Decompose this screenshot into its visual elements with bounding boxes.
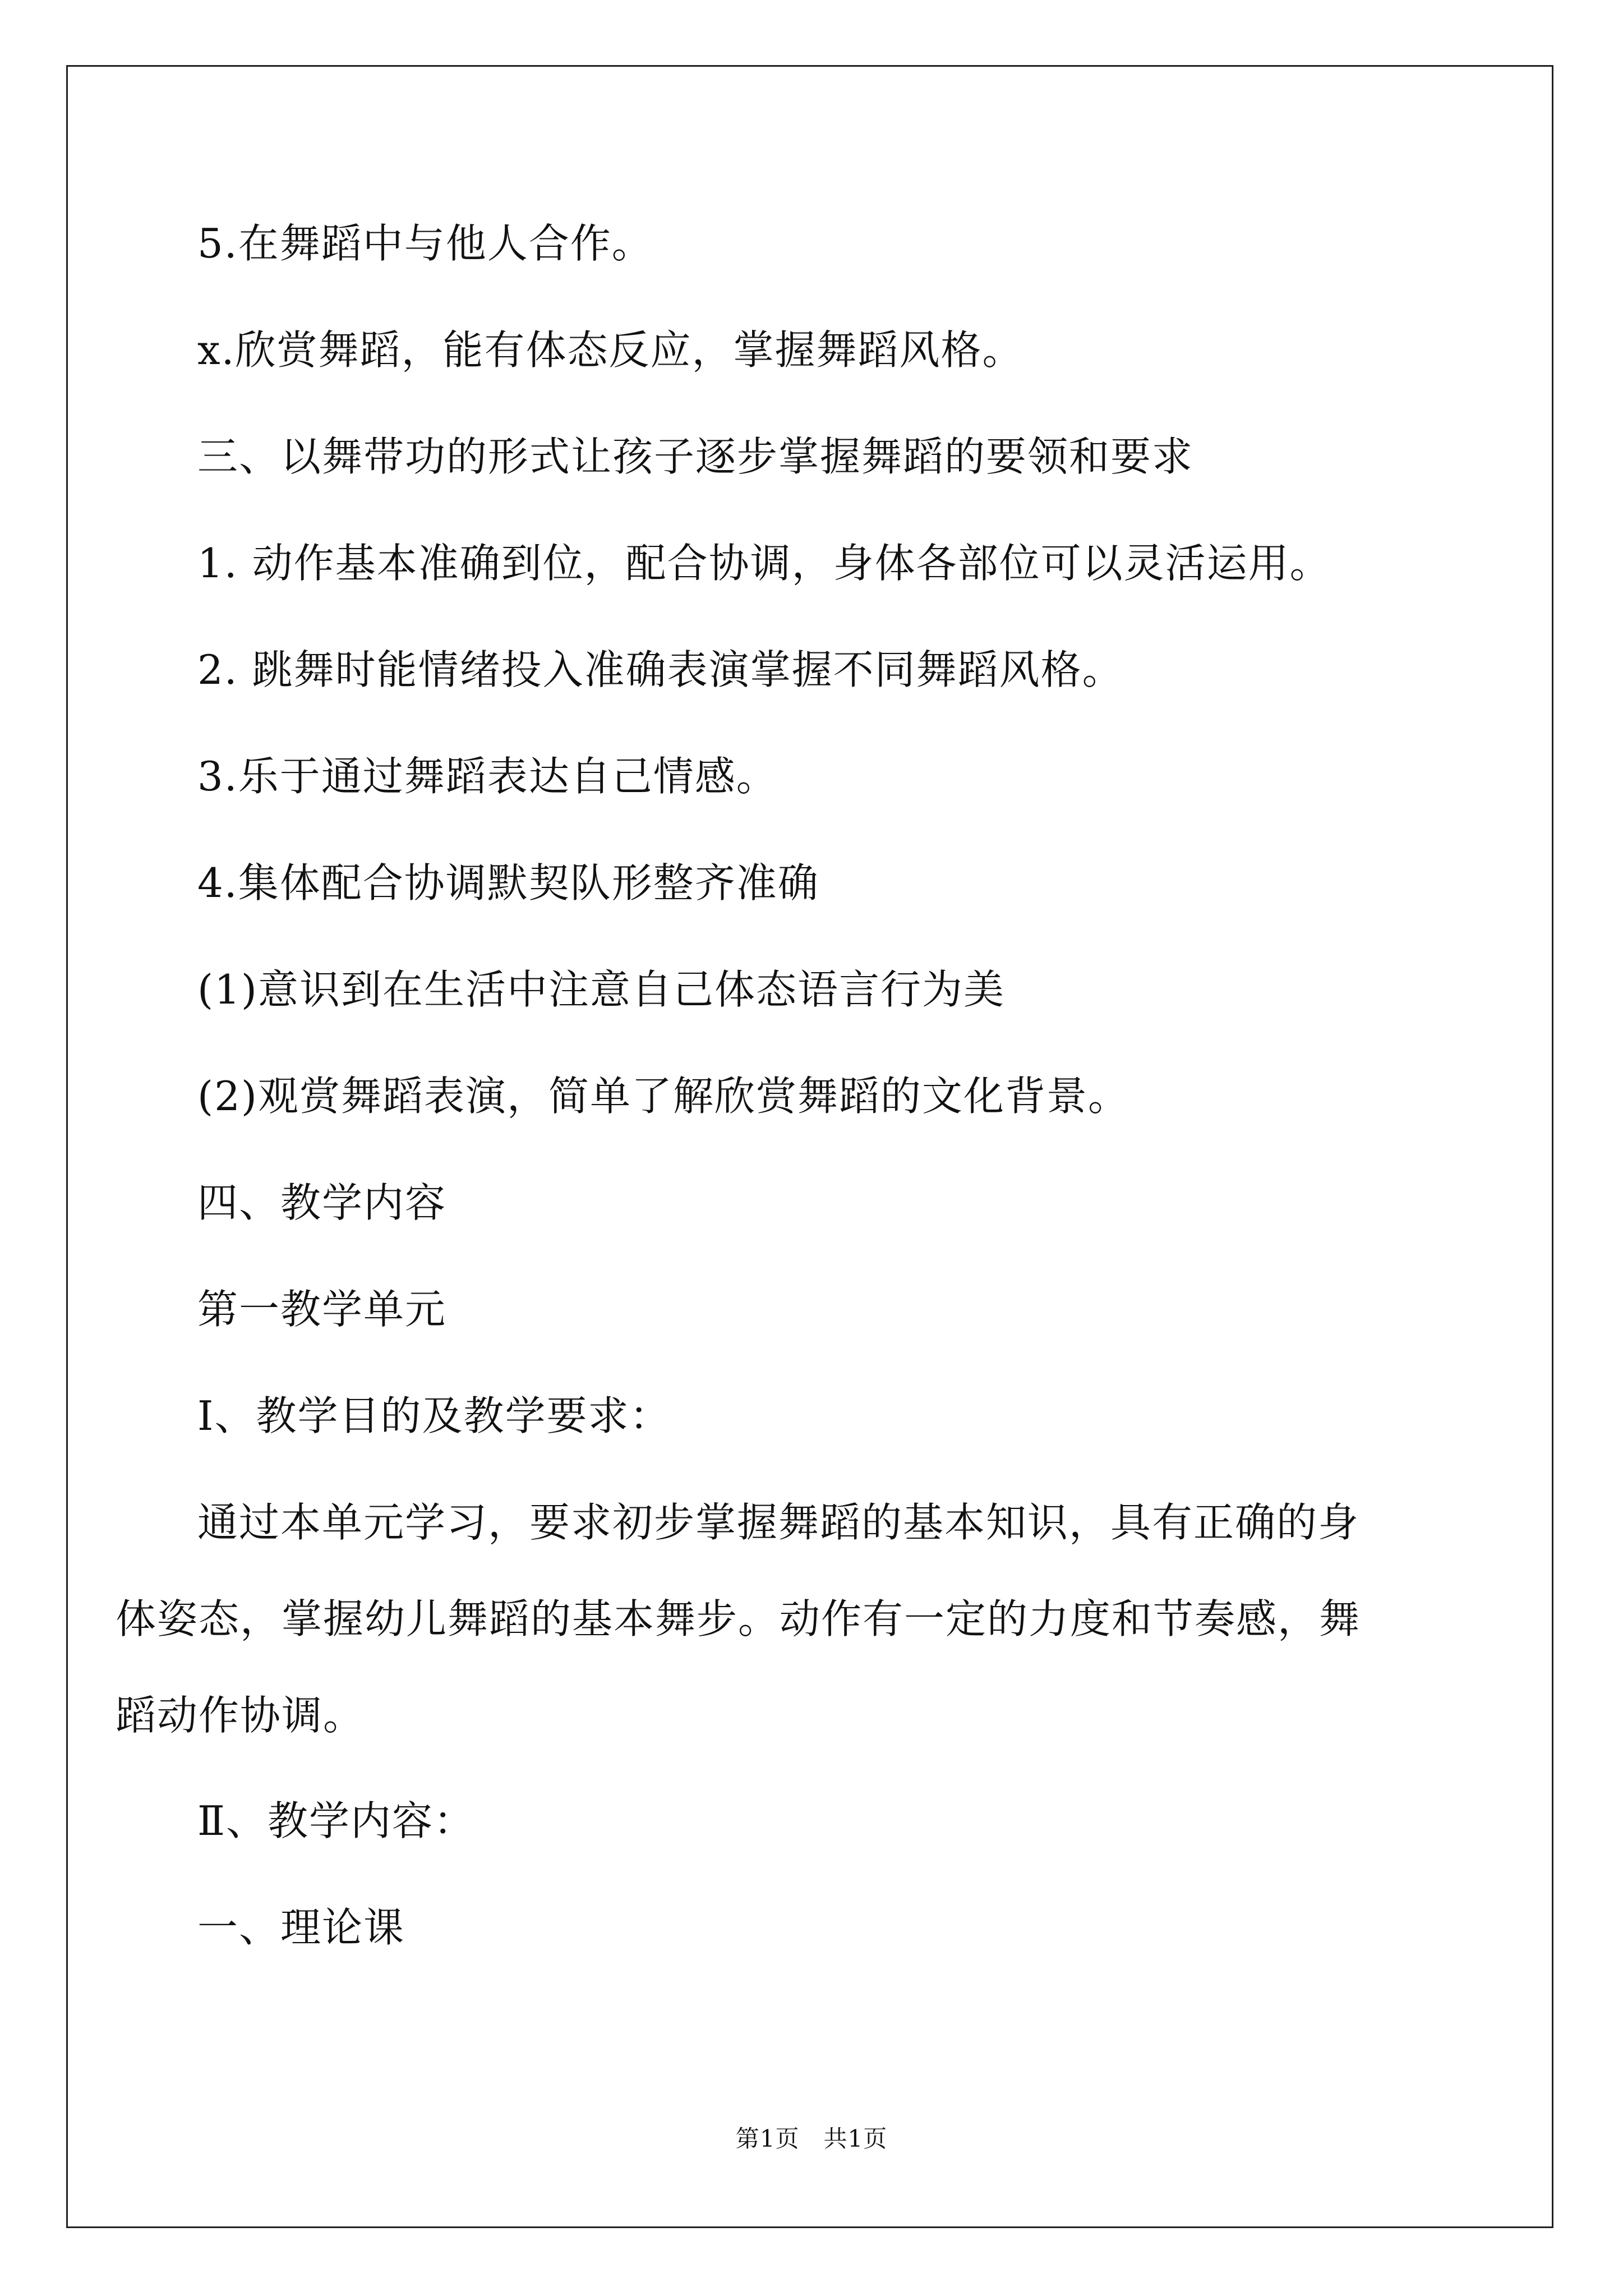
paragraph: 通过本单元学习，要求初步掌握舞蹈的基本知识，具有正确的身体姿态，掌握幼儿舞蹈的基本舞步。动作有一定的力度和节奏感，舞蹈动作协调。	[116, 1499, 1361, 1739]
subsection-heading: 一、理论课	[197, 1904, 405, 1951]
page-footer: 第1页 共1页	[735, 2125, 888, 2152]
paragraph: 三、以舞带功的形式让孩子逐步掌握舞蹈的要领和要求	[197, 433, 1194, 480]
paragraph: 5.在舞蹈中与他人合作。	[197, 220, 653, 267]
section-heading: 四、教学内容	[197, 1179, 447, 1226]
paragraph: x.欣赏舞蹈，能有体态反应，掌握舞蹈风格。	[197, 326, 1024, 374]
paragraph: 2. 跳舞时能情绪投入准确表演掌握不同舞蹈风格。	[197, 646, 1124, 693]
subsection-heading: Ⅰ、教学目的及教学要求：	[197, 1392, 671, 1439]
document-body	[116, 213, 1442, 2004]
paragraph: 3.乐于通过舞蹈表达自己情感。	[197, 753, 778, 800]
paragraph: 4.集体配合协调默契队形整齐准确	[197, 859, 819, 907]
paragraph: 1. 动作基本准确到位，配合协调，身体各部位可以灵活运用。	[197, 540, 1331, 587]
paragraph: (2)观赏舞蹈表演，简单了解欣赏舞蹈的文化背景。	[197, 1073, 1129, 1120]
subsection-heading: Ⅱ、教学内容：	[197, 1797, 475, 1844]
paragraph: (1)意识到在生活中注意自己体态语言行为美	[197, 966, 1005, 1013]
unit-heading: 第一教学单元	[197, 1286, 447, 1333]
